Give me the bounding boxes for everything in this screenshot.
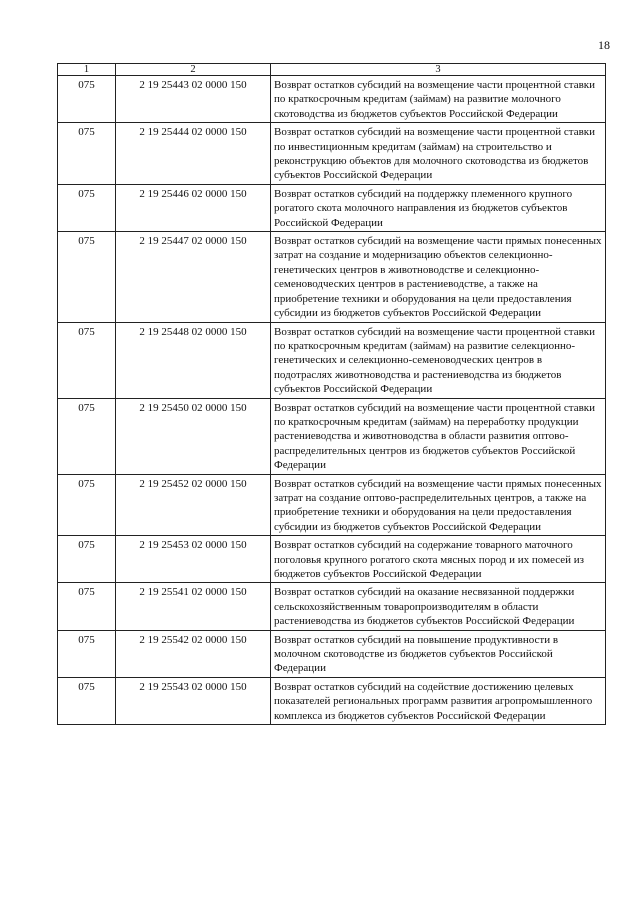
budget-code-cell: 2 19 25448 02 0000 150 [116, 322, 271, 398]
description-cell: Возврат остатков субсидий на повышение продуктивности в молочном скотоводстве из бюджетов субъектов Российской Федерации [271, 630, 606, 677]
admin-code-cell: 075 [58, 76, 116, 123]
admin-code-cell: 075 [58, 322, 116, 398]
admin-code-cell: 075 [58, 232, 116, 322]
table-header-row [58, 64, 606, 76]
table-row [58, 76, 606, 123]
page-number: 18 [598, 38, 610, 52]
table-row [58, 630, 606, 677]
description-cell: Возврат остатков субсидий на возмещение части прямых понесенных затрат на создание и модернизацию объектов селекционно-генетических центров в животноводстве и селекционно-семеноводческих центров в растениеводстве, а также на приобретение техники и оборудования на цели предоставления субсидии из бюджетов субъектов Российской Федерации [271, 232, 606, 322]
table-row [58, 184, 606, 231]
description-cell: Возврат остатков субсидий на поддержку племенного крупного рогатого скота молочного направления из бюджетов субъектов Российской Федерации [271, 184, 606, 231]
column-header-1: 1 [58, 64, 116, 76]
budget-codes-table [57, 63, 606, 725]
column-header-3: 3 [271, 64, 606, 76]
description-cell: Возврат остатков субсидий на возмещение части процентной ставки по краткосрочным кредитам (займам) на развитие селекционно-генетических и селекционно-семеноводческих центров в подотраслях животноводства и растениеводства из бюджетов субъектов Российской Федерации [271, 322, 606, 398]
description-cell: Возврат остатков субсидий на возмещение части процентной ставки по инвестиционным кредитам (займам) на строительство и реконструкцию объектов для молочного скотоводства из бюджетов субъектов Российской Федерации [271, 123, 606, 185]
budget-code-cell: 2 19 25542 02 0000 150 [116, 630, 271, 677]
budget-code-cell: 2 19 25452 02 0000 150 [116, 474, 271, 536]
admin-code-cell: 075 [58, 630, 116, 677]
table-row [58, 583, 606, 630]
admin-code-cell: 075 [58, 398, 116, 474]
description-cell: Возврат остатков субсидий на возмещение части процентной ставки по краткосрочным кредитам (займам) на переработку продукции растениеводства и животноводства в области развития оптово-распределительных центров из бюджетов субъектов Российской Федерации [271, 398, 606, 474]
budget-code-cell: 2 19 25453 02 0000 150 [116, 536, 271, 583]
budget-code-cell: 2 19 25450 02 0000 150 [116, 398, 271, 474]
admin-code-cell: 075 [58, 536, 116, 583]
table-row [58, 474, 606, 536]
column-header-2: 2 [116, 64, 271, 76]
admin-code-cell: 075 [58, 583, 116, 630]
admin-code-cell: 075 [58, 123, 116, 185]
description-cell: Возврат остатков субсидий на оказание несвязанной поддержки сельскохозяйственным товаропроизводителям в области растениеводства из бюджетов субъектов Российской Федерации [271, 583, 606, 630]
table-row [58, 536, 606, 583]
admin-code-cell: 075 [58, 474, 116, 536]
description-cell: Возврат остатков субсидий на возмещение части прямых понесенных затрат на создание оптово-распределительных центров, а также на приобретение техники и оборудования на цели предоставления субсидии из бюджетов субъектов Российской Федерации [271, 474, 606, 536]
budget-code-cell: 2 19 25444 02 0000 150 [116, 123, 271, 185]
budget-code-cell: 2 19 25543 02 0000 150 [116, 677, 271, 724]
table-row [58, 232, 606, 322]
budget-code-cell: 2 19 25443 02 0000 150 [116, 76, 271, 123]
table-row [58, 677, 606, 724]
admin-code-cell: 075 [58, 184, 116, 231]
description-cell: Возврат остатков субсидий на содержание товарного маточного поголовья крупного рогатого скота мясных пород и их помесей из бюджетов субъектов Российской Федерации [271, 536, 606, 583]
table-row [58, 322, 606, 398]
budget-code-cell: 2 19 25447 02 0000 150 [116, 232, 271, 322]
table-row [58, 398, 606, 474]
table-row [58, 123, 606, 185]
admin-code-cell: 075 [58, 677, 116, 724]
description-cell: Возврат остатков субсидий на возмещение части процентной ставки по краткосрочным кредитам (займам) на развитие молочного скотоводства из бюджетов субъектов Российской Федерации [271, 76, 606, 123]
budget-code-cell: 2 19 25446 02 0000 150 [116, 184, 271, 231]
budget-code-cell: 2 19 25541 02 0000 150 [116, 583, 271, 630]
description-cell: Возврат остатков субсидий на содействие достижению целевых показателей региональных программ развития агропромышленного комплекса из бюджетов субъектов Российской Федерации [271, 677, 606, 724]
